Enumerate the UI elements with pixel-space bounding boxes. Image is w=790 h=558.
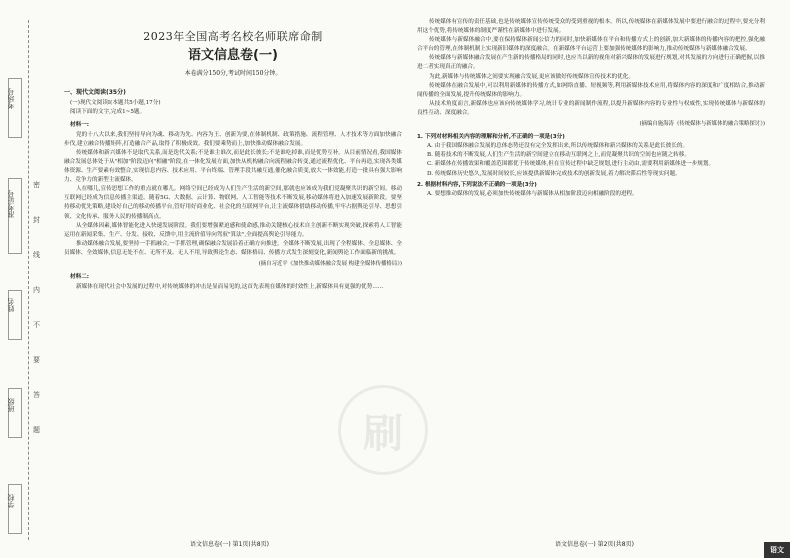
seal-char: 题: [33, 426, 40, 434]
paragraph: 传统媒体在融合发展中,可以利用新媒体的传播方式,如网络直播、短视频等,利用新媒体技术应用,将媒体内容的深度和广度相结合,推动新闻传播的全面发展,提升传统媒体的影响力。: [417, 82, 765, 98]
seal-char: 线: [33, 251, 40, 259]
paragraph: 推动媒体融合发展,要坚持一手抓融合,一手抓管理,确保融合发展沿着正确方向推进。全媒体不断发展,出现了全程媒体、全息媒体、全员媒体、全效媒体,信息无处不在、无所不及、无人不用,导致舆论生态、媒体格局、传播方式发生深刻变化,新闻舆论工作面临新的挑战。: [64, 240, 402, 256]
exam-title: 2023年全国高考名校名师联席命制: [143, 30, 323, 43]
gutter-label-ticket-no: 准考证号: [7, 190, 15, 218]
binding-gutter: [0, 0, 62, 558]
gutter-label-exam-room: 考场号: [7, 88, 15, 109]
field-box: [8, 484, 22, 534]
subject-tag: 语文: [764, 542, 790, 558]
answer-option: D. 传统媒体历史悠久,发展时间较长,应该提供新媒体完成技术的创新发展,着力解决滞后性等现实问题。: [427, 170, 681, 177]
exam-subtitle: 语文信息卷(一): [188, 48, 278, 64]
paragraph: 为此,新媒体与传统媒体之间要实现融合发展,更应该做好传统媒体宣传技术的优化。: [429, 73, 634, 80]
seal-char: 封: [33, 216, 40, 224]
gutter-label-name: 姓名: [7, 298, 15, 312]
paragraph: 传统媒体有宣传的责任基础,也是传统媒体宣传传统受众的受到重视的根本。所以,传统媒体在新媒体发展中要进行融合的过程中,要充分利用这个优势,将传统媒体的制度严谨性在新媒体中进行发展。: [417, 19, 765, 35]
seal-char: 答: [33, 391, 40, 399]
question-1: 1. 下列对材料相关内容的理解和分析,不正确的一项是(3分): [417, 134, 565, 141]
cut-line: [28, 20, 29, 540]
paragraph: 传统媒体与新媒体融合中,要在保持媒体新闻公信力的同时,加快新媒体在平台和传播方式上的创新,加大新媒体的传播内容的把控,强化融合平台的管理,在体制机制上实现新旧媒体的深度融合。在新媒体平台运营上要加强传统媒体的影响力,推动传统媒体与新媒体融合发展。: [417, 37, 765, 53]
paragraph: 从全媒体因素,媒体智能化进入快速发展阶段。我们要增强紧迫感和使命感,推动关键核心技术自主创新不断实现突破,探索将人工智能运用在新闻采集、生产、分发、接收、反馈中,用主流价值导向驾驭"算法",全面提高舆论引导能力。: [64, 222, 402, 238]
section-heading: 一、现代文阅读(35分): [64, 89, 126, 97]
gutter-label-school: 学校: [7, 494, 15, 508]
paragraph: 从技术角度而言,新媒体也应该向传统媒体学习,统计专业的新闻制作流程,以提升新媒体内容的专业性与权威性,实现传统媒体与新媒体的良性互动、深度融合。: [417, 100, 765, 116]
field-box: [8, 388, 22, 438]
subsection-heading: (一)现代文阅读Ⅰ(本题共5小题,17分): [70, 100, 161, 107]
right-column: [417, 18, 765, 199]
paragraph: 人在哪儿,宣传思想工作的重点就在哪儿。网络空间已经成为人们生产生活的新空间,那就也应该成为我们党凝聚共识的新空间。移动互联网已经成为信息传播主渠道。随着5G、大数据、云计算、物联网、人工智能等技术不断发展,移动媒体将进入加速发展新阶段。要坚持移动优先策略,建设好自己的移动传播平台,管好用好商业化、社会化的互联网平台,让主流媒体借助移动传播,牢牢占据舆论引导、思想引领、文化传承、服务人民的传播制高点。: [64, 186, 402, 220]
seal-char: 内: [33, 286, 40, 294]
gutter-label-class: 班级: [7, 398, 15, 412]
seal-char: 不: [33, 321, 40, 329]
watermark-logo: 刷: [338, 385, 428, 475]
instruction: 阅读下面的文字,完成1~5题。: [70, 109, 146, 116]
page-footer-right: 语文信息卷(一) 第2页(共8页): [555, 541, 634, 548]
page-footer-left: 语文信息卷(一) 第1页(共8页): [190, 541, 269, 548]
paragraph: 党的十八大以来,我们坚持导向为魂、移动为先、内容为王、创新为要,在体制机制、政策措施、流程管理、人才技术等方面加快融合步伐,建立融合传播矩阵,打造融合产品,取得了积极成效。我们要乘势而上,加快推动媒体融合发展。: [64, 131, 402, 147]
source-citation: (摘编自施海涛《传统媒体与新媒体的融合策略探讨》): [639, 121, 765, 128]
material-label: 材料一:: [70, 121, 90, 128]
paragraph: 传统媒体和新兴媒体不是取代关系,而是迭代关系;不是谁主谁次,而是此长彼长;不是谁吃掉谁,而是优势互补。从目前情况看,我国媒体融合发展总体处于从"相加"阶段迈向"相融"阶段,在一体化发展方面,加快从机构融合向流程融合转变,通过流程优化、平台再造,实现各类媒体资源、生产要素有效整合,实现信息内容、技术应用、平台终端、管理手段共融互通,催化融合质变,放大一体效能,打造一批具有强大影响力、竞争力的新型主流媒体。: [64, 149, 402, 184]
exam-note: 本卷满分150分,考试时间150分钟。: [184, 70, 282, 78]
source-citation: (摘自习近平《加快推动媒体融合发展 构建全媒体传播格局》): [258, 260, 402, 267]
answer-option: C. 新媒体在传播效果和覆盖范围都优于传统媒体,但在宣传过程中缺乏规划,进行主动由,需要利用新媒体进一步规划。: [427, 161, 715, 168]
seal-char: 要: [33, 356, 40, 364]
left-column: [64, 18, 402, 292]
question-2: 2. 根据材料内容,下列说法不正确的一项是(3分): [417, 181, 537, 188]
answer-option: A. 由于我国媒体融合发展的总体态势还没有完全发挥出来,所以传统媒体和新兴媒体的关系是此长彼长的。: [427, 143, 689, 150]
paragraph: 传统媒体与新媒体融合发展在产生新的传播格局的同时,也应当以新的视角对新兴媒体的发展进行规划,对其发展的方向进行正确把握,以推进二者实现真正的融合。: [417, 55, 765, 71]
seal-char: 密: [33, 181, 40, 189]
answer-option: A. 要想推动媒体的发展,必须加快传统媒体与新媒体从相加阶段迈向相融阶段的进程。: [427, 190, 638, 197]
paragraph: 新媒体在现代社会中发展的过程中,对传统媒体的冲击是显而易见的,这首先表现在媒体的时效性上,新媒体具有更强的优势……: [76, 284, 384, 291]
material-label: 材料二:: [70, 274, 90, 281]
answer-option: B. 随着技术的不断发展,人们生产生活的新空间建立在移动互联网之上,而党凝聚共识的空间也应随之转移。: [427, 152, 690, 159]
